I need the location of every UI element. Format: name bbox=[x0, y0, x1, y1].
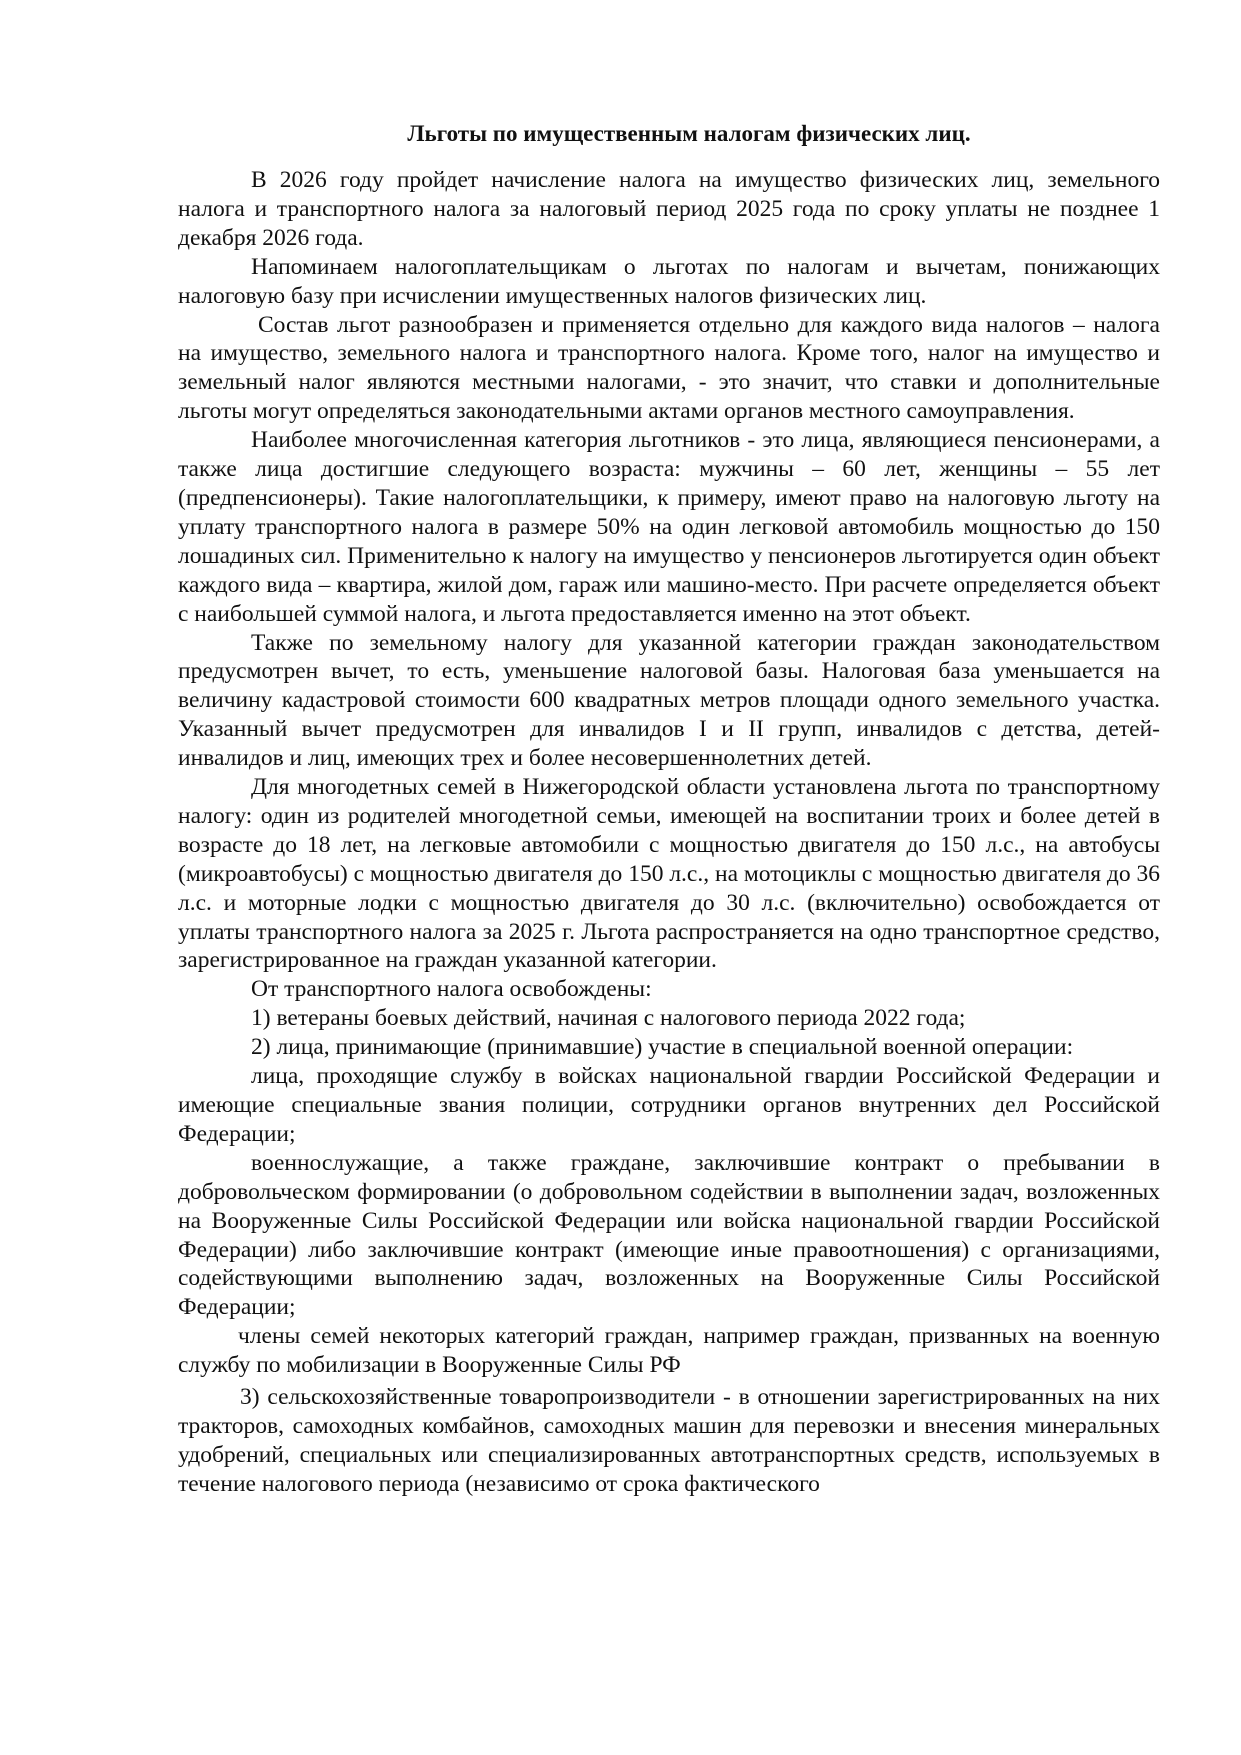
sublist-item-family-members: члены семей некоторых категорий граждан, например граждан, призванных на военную службу по мобилизации в Вооруженные Силы РФ bbox=[178, 1323, 1160, 1379]
paragraph-large-families: Для многодетных семей в Нижегородской области установлена льгота по транспортному налогу: один из родителей многодетной семьи, имеющей на воспитании троих и более детей в возрасте до 18 лет, на легковые автомобили с мощностью двигателя до 150 л.с., на автобусы (микроавтобусы) с мощностью двигателя до 150 л.с., на мотоциклы с мощностью двигателя до 36 л.с. и моторные лодки с мощностью двигателя до 30 л.с. (включительно) освобождается от уплаты транспортного налога за 2025 г. Льгота распространяется на одно транспортное средство, зарегистрированное на граждан указанной категории. bbox=[178, 774, 1160, 974]
list-item-veterans: 1) ветераны боевых действий, начиная с налогового периода 2022 года; bbox=[251, 1005, 966, 1032]
list-item-svo-participants: 2) лица, принимающие (принимавшие) участие в специальной военной операции: bbox=[251, 1034, 1074, 1061]
document-page bbox=[178, 108, 1160, 1499]
paragraph-tax-accrual: В 2026 году пройдет начисление налога на имущество физических лиц, земельного налога и транспортного налога за налоговый период 2025 года по сроку уплаты не позднее 1 декабря 2026 года. bbox=[178, 167, 1160, 251]
sublist-item-servicemen: военнослужащие, а также граждане, заключившие контракт о пребывании в добровольческом формировании (о добровольном содействии в выполнении задач, возложенных на Вооруженные Силы Российской Федерации или войска национальной гвардии Российской Федерации) либо заключившие контракт (имеющие иные правоотношения) с организациями, содействующими выполнению задач, возложенных на Вооруженные Силы Российской Федерации; bbox=[178, 1149, 1160, 1321]
paragraph-benefits-composition: Состав льгот разнообразен и применяется отдельно для каждого вида налогов – налога на имущество, земельного налога и транспортного налога. Кроме того, налог на имущество и земельный налог являются местными налогами, - это значит, что ставки и дополнительные льготы могут определяться законодательными актами органов местного самоуправления. bbox=[178, 311, 1160, 425]
sublist-item-national-guard: лица, проходящие службу в войсках национальной гвардии Российской Федерации и имеющие специальные звания полиции, сотрудники органов внутренних дел Российской Федерации; bbox=[178, 1063, 1160, 1147]
paragraph-land-tax-deduction: Также по земельному налогу для указанной категории граждан законодательством предусмотрен вычет, то есть, уменьшение налоговой базы. Налоговая база уменьшается на величину кадастровой стоимости 600 квадратных метров площади одного земельного участка. Указанный вычет предусмотрен для инвалидов I и II групп, инвалидов с детства, детей-инвалидов и лиц, имеющих трех и более несовершеннолетних детей. bbox=[178, 629, 1160, 772]
paragraph-reminder: Напоминаем налогоплательщикам о льготах по налогам и вычетам, понижающих налоговую базу при исчислении имущественных налогов физических лиц. bbox=[178, 253, 1160, 309]
list-item-agricultural-producers: 3) сельскохозяйственные товаропроизводители - в отношении зарегистрированных на них тракторов, самоходных комбайнов, самоходных машин для перевозки и внесения минеральных удобрений, специальных или специализированных автотранспортных средств, используемых в течение налогового периода (независимо от срока фактического bbox=[178, 1384, 1160, 1497]
paragraph-pensioners: Наиболее многочисленная категория льготников - это лица, являющиеся пенсионерами, а также лица достигшие следующего возраста: мужчины – 60 лет, женщины – 55 лет (предпенсионеры). Такие налогоплательщики, к примеру, имеют право на налоговую льготу на уплату транспортного налога в размере 50% на один легковой автомобиль мощностью до 150 лошадиных сил. Применительно к налогу на имущество у пенсионеров льготируется один объект каждого вида – квартира, жилой дом, гараж или машино-место. При расчете определяется объект с наибольшей суммой налога, и льгота предоставляется именно на этот объект. bbox=[178, 427, 1160, 627]
paragraph-exempt-heading: От транспортного налога освобождены: bbox=[251, 976, 652, 1003]
document-title: Льготы по имущественным налогам физических лиц. bbox=[407, 121, 971, 146]
